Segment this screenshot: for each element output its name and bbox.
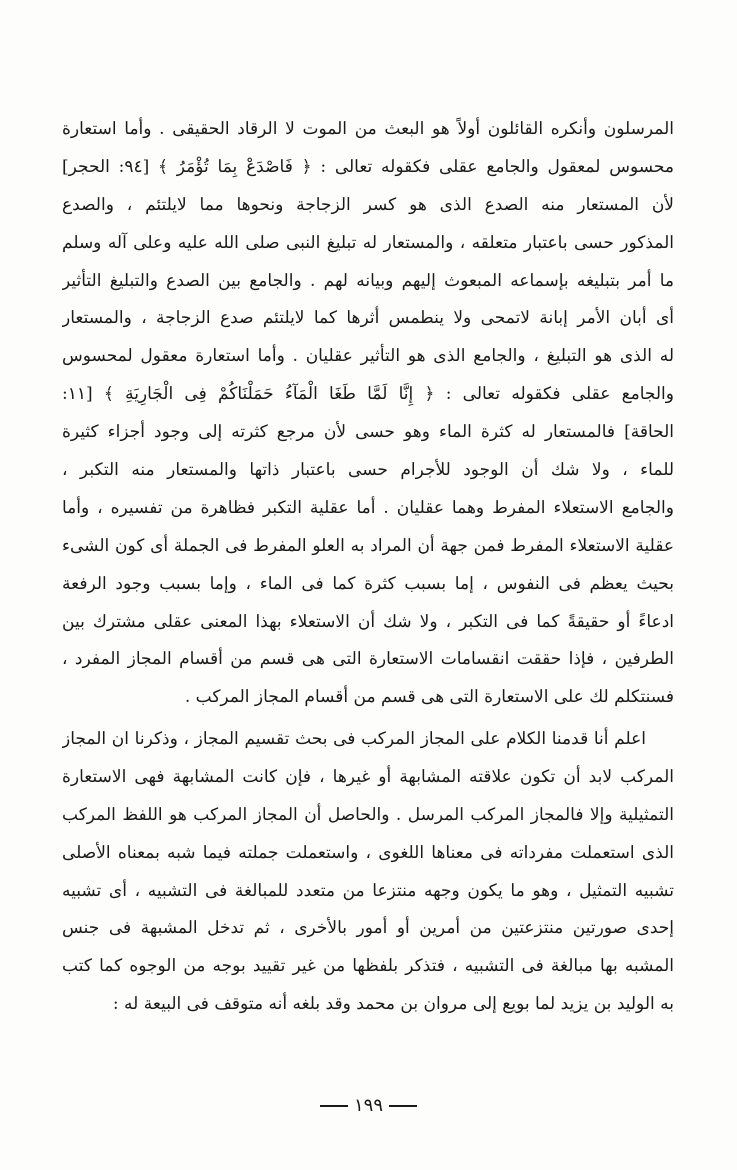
right-dash (320, 1105, 348, 1107)
text-line: أى أبان الأمر إبانة لاتمحى ولا ينطمس أثرها كما لايلتئم صدع الزجاجة ، والمستعار (62, 308, 674, 329)
text-line: لأن المستعار منه الصدع الذى هو كسر الزجاجة ونحوها مما لايلتئم ، والصدع (62, 194, 674, 215)
text-line: عقلية الاستعلاء المفرط فمن جهة أن المراد به العلو المفرط فى الجملة أى كون الشىء (62, 535, 674, 556)
text-line: ادعاءً أو حقيقةً كما فى التكبر ، ولا شك أن الاستعلاء بهذا المعنى عقلى مشترك بين (62, 611, 674, 632)
text-line: اعلم أنا قدمنا الكلام على المجاز المركب فى بحث تقسيم المجاز ، وذكرنا ان المجاز (62, 729, 646, 749)
text-line: الذى استعملت مفرداته فى معناها اللغوى ، واستعملت جملته فيما شبه بمعناه الأصلى (62, 842, 674, 863)
text-line: التمثيلية وإلا فالمجاز المركب المرسل . والحاصل أن المجاز المركب هو اللفظ المركب (62, 804, 674, 825)
paragraph-2 (62, 721, 674, 1024)
text-line: للماء ، ولا شك أن الوجود للأجرام حسى باعتبار ذاتها والمستعار منه التكبر ، (62, 460, 674, 481)
page-number-footer (0, 1095, 737, 1116)
text-line: إحدى صورتين منتزعتين من أمرين أو أمور بالأخرى ، ثم تدخل المشبهة فى جنس (62, 918, 674, 939)
text-line: الحاقة] فالمستعار له كثرة الماء وهو حسى لأن مرجع كثرته إلى وجود أجزاء كثيرة (62, 422, 674, 443)
text-line: بحيث يعظم فى النفوس ، إما بسبب كثرة كما فى الماء ، وإما بسبب وجود الرفعة (62, 573, 674, 594)
text-line: محسوس لمعقول والجامع عقلى فكقوله تعالى : ﴿ فَاصْدَعْ بِمَا تُؤْمَرُ ﴾ [٩٤: الحجر] (62, 156, 674, 177)
text-line: له الذى هو التبليغ ، والجامع الذى هو التأثير عقليان . وأما استعارة معقول لمحسوس (62, 346, 674, 367)
text-line: فسنتكلم لك على الاستعارة التى هى قسم من أقسام المجاز المركب . (184, 687, 674, 708)
page-number: ١٩٩ (353, 1095, 383, 1116)
text-line: المذكور حسى باعتبار متعلقه ، والمستعار له تبليغ النبى صلى الله عليه وعلى آله وسلم (62, 232, 674, 253)
text-line: الطرفين ، فإذا حققت انقسامات الاستعارة التى هى قسم من أقسام المجاز المفرد ، (62, 649, 674, 670)
text-line: المرسلون وأنكره القائلون أولاً هو البعث من الموت لا الرقاد الحقيقى . وأما استعارة (62, 119, 674, 139)
paragraph-1 (62, 111, 674, 717)
text-line: والجامع عقلى فكقوله تعالى : ﴿ إِنَّا لَمَّا طَغَا الْمَآءُ حَمَلْنَاكُمْ فِى الْجَارِيَةِ ﴾ [١١: (62, 384, 674, 405)
text-line: تشبيه التمثيل ، وهو ما يكون وجهه منتزعا من متعدد للمبالغة فى التشبيه ، أى تشبيه (62, 880, 674, 901)
text-line: به الوليد بن يزيد لما بويع إلى مروان بن محمد وقد بلغه أنه متوقف فى البيعة له : (112, 994, 674, 1015)
text-line: والجامع الاستعلاء المفرط وهما عقليان . أما عقلية التكبر فظاهرة من تفسيره ، وأما (62, 497, 674, 518)
text-line: المشبه بها مبالغة فى التشبيه ، فتذكر بلفظها من غير تقييد بوجه من الوجوه كما كتب (62, 956, 674, 977)
text-line: ما أمر بتبليغه بإسماعه المبعوث إليهم وبيانه لهم . والجامع بين الصدع والتبليغ التأثير (62, 270, 674, 291)
text-line: المركب لابد أن تكون علاقته المشابهة أو غيرها ، فإن كانت المشابهة فهى الاستعارة (62, 766, 674, 787)
left-dash (389, 1105, 417, 1107)
